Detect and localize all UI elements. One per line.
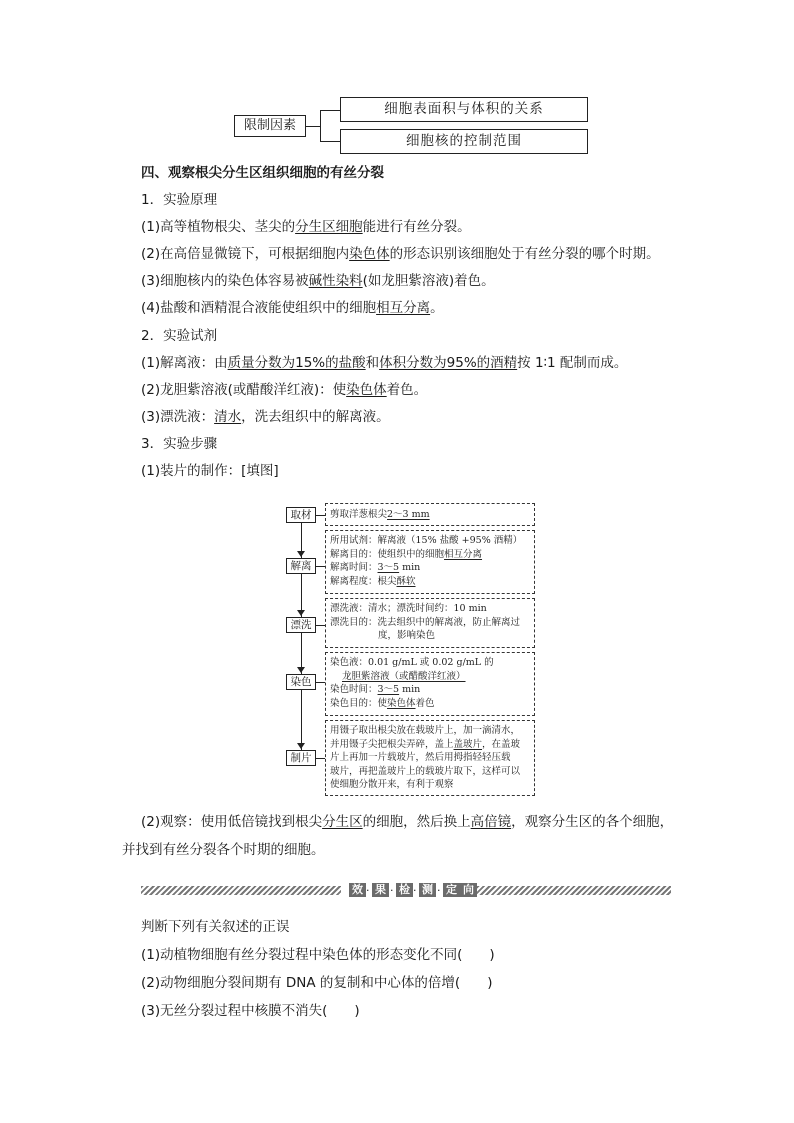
detail-line: 漂洗液：清水；漂洗时间约：10 min — [330, 603, 487, 614]
text: 染色目的：使 — [330, 697, 388, 709]
fill-answer: 染色体 — [346, 382, 387, 398]
fill-answer: 相互分离 — [444, 548, 483, 560]
text: 着色 — [415, 697, 435, 709]
detail-line: 所用试剂：解离液（15% 盐酸 +95% 酒精） — [330, 535, 523, 546]
text: 解离时间： — [330, 562, 378, 573]
quiz-item-3: (3)无丝分裂过程中核膜不消失( ) — [141, 1003, 360, 1019]
text: (4)盐酸和酒精混合液能使组织中的细胞 — [141, 300, 377, 316]
sub1-line-1 — [141, 217, 471, 237]
text: min — [399, 562, 421, 573]
banner-badge: 向 — [460, 883, 477, 897]
text: min — [399, 684, 421, 695]
arrow-down-icon — [297, 610, 305, 616]
sub1-line-3 — [141, 271, 495, 291]
sub3-line-1: (1)装片的制作：[填图] — [141, 463, 279, 479]
text: (3)漂洗液： — [141, 409, 215, 425]
sub1-line-2 — [141, 244, 660, 264]
flow-connector — [316, 682, 325, 683]
detail-line: 漂洗目的：洗去组织中的解离液，防止解离过 — [330, 616, 521, 628]
fill-answer: 酥软 — [396, 575, 416, 587]
fill-answer: 清水 — [214, 409, 242, 425]
text: 按 1∶1 配制而成。 — [517, 355, 628, 371]
quiz-item-2: (2)动物细胞分裂间期有 DNA 的复制和中心体的倍增( ) — [141, 975, 493, 991]
detail-line: 玻片，再把盖玻片上的载玻片取下，这样可以 — [330, 765, 521, 777]
text: 的形态识别该细胞处于有丝分裂的哪个时期。 — [389, 246, 660, 262]
fill-answer: 盖玻片 — [453, 738, 483, 750]
text: 解离目的：使组织中的细胞 — [330, 548, 445, 560]
flow-connector — [316, 625, 325, 626]
detail-ranse — [325, 652, 535, 716]
fill-answer: 分生区 — [322, 814, 363, 830]
text: 。 — [430, 300, 444, 316]
fill-answer: 龙胆紫溶液（或醋酸洋红液） — [342, 670, 466, 682]
banner-dot: · — [390, 884, 394, 897]
fill-answer: 碱性染料 — [308, 273, 363, 289]
flow-connector — [316, 515, 325, 516]
banner-badge: 效 — [349, 883, 366, 897]
limits-label-box — [234, 115, 306, 137]
step-zhipian: 制片 — [286, 750, 316, 766]
limits-item-1: 细胞表面积与体积的关系 — [384, 101, 544, 117]
step-jieli: 解离 — [286, 558, 316, 574]
banner-badge: 检 — [396, 883, 413, 897]
banner-stripe-left — [141, 886, 341, 895]
sub3-title: 3．实验步骤 — [141, 436, 218, 452]
detail-line — [330, 561, 534, 575]
text: (3)细胞核内的染色体容易被 — [141, 273, 309, 289]
step-ranse: 染色 — [286, 674, 316, 690]
text: (2)在高倍显微镜下，可根据细胞内 — [141, 246, 350, 262]
text: ，洗去组织中的解离液。 — [241, 409, 390, 425]
step-piaoxi: 漂洗 — [286, 617, 316, 633]
limits-connector-v — [320, 110, 321, 142]
fill-answer: 染色体 — [387, 697, 416, 709]
banner-dot: · — [366, 884, 370, 897]
limits-item-2: 细胞核的控制范围 — [406, 133, 522, 149]
detail-quchai — [325, 503, 535, 526]
limits-connector-h — [306, 126, 320, 127]
text: (2)观察：使用低倍镜找到根尖 — [141, 814, 323, 830]
fill-answer: 染色体 — [349, 246, 390, 262]
limits-arrow-1 — [320, 110, 340, 111]
detail-zhipian — [325, 720, 535, 796]
section-title: 四、观察根尖分生区组织细胞的有丝分裂 — [141, 165, 384, 181]
banner-badge: 果 — [372, 883, 389, 897]
limits-label: 限制因素 — [243, 118, 296, 133]
detail-line — [330, 697, 534, 711]
limits-arrow-2 — [320, 141, 340, 142]
detail-line — [330, 508, 534, 522]
detail-line: 用镊子取出根尖放在载玻片上，加一滴清水， — [330, 725, 521, 736]
detail-line: 染色液：0.01 g/mL 或 0.02 g/mL 的 — [330, 657, 494, 668]
fill-answer: 分生区细胞 — [295, 219, 363, 235]
text: (1)解离液：由 — [141, 355, 228, 371]
detail-line: 使细胞分散开来，有利于观察 — [330, 779, 454, 790]
arrow-down-icon — [297, 667, 305, 673]
text: 的细胞，然后换上 — [362, 814, 471, 830]
text: (2)龙胆紫溶液(或醋酸洋红液)：使 — [141, 382, 347, 398]
sub2-title: 2．实验试剂 — [141, 328, 218, 344]
sub2-line-2 — [141, 380, 427, 400]
detail-line — [330, 575, 534, 589]
text: 剪取洋葱根尖 — [330, 509, 388, 520]
flow-connector — [316, 566, 325, 567]
banner-stripe-right — [477, 886, 671, 895]
detail-line — [330, 738, 534, 752]
quiz-intro: 判断下列有关叙述的正误 — [141, 919, 290, 935]
observe-line-1 — [141, 812, 673, 832]
text: 着色。 — [386, 382, 428, 398]
sub1-title: 1．实验原理 — [141, 192, 218, 208]
detail-jieli — [325, 530, 535, 594]
detail-line: 度，影响染色 — [378, 630, 436, 641]
flow-connector — [316, 758, 325, 759]
banner-dot: · — [437, 884, 441, 897]
text: ，观察分生区的各个细胞， — [511, 814, 674, 830]
text: 能进行有丝分裂。 — [362, 219, 471, 235]
text: 解离程度：根尖 — [330, 575, 397, 587]
limits-item-1-box — [340, 97, 588, 122]
banner-badge: 测 — [419, 883, 436, 897]
detail-piaoxi — [325, 598, 535, 648]
fill-answer: 2～3 mm — [387, 509, 430, 520]
text: 和 — [365, 355, 380, 371]
text: (如龙胆紫溶液)着色。 — [362, 273, 495, 289]
banner-dot: · — [413, 884, 417, 897]
sub2-line-3 — [141, 407, 390, 427]
limits-item-2-box — [340, 129, 588, 154]
fill-answer: 质量分数为15%的盐酸 — [227, 355, 366, 371]
sub2-line-1 — [141, 353, 627, 373]
banner-badge: 定 — [443, 883, 460, 897]
observe-line-2: 并找到有丝分裂各个时期的细胞。 — [122, 842, 325, 858]
fill-answer: 体积分数为95%的酒精 — [379, 355, 518, 371]
text: 并用镊子尖把根尖弄碎，盖上 — [330, 738, 454, 750]
arrow-down-icon — [297, 551, 305, 557]
fill-answer: 相互分离 — [376, 300, 431, 316]
text: (1)高等植物根尖、茎尖的 — [141, 219, 296, 235]
detail-line — [330, 683, 534, 697]
fill-answer: 3～5 — [377, 684, 400, 695]
fill-answer: 高倍镜 — [470, 814, 512, 830]
arrow-down-icon — [297, 743, 305, 749]
detail-line — [330, 548, 534, 562]
text: ，在盖玻 — [482, 738, 521, 750]
sub1-line-4 — [141, 298, 444, 318]
step-quchai: 取材 — [286, 507, 316, 523]
fill-answer: 3～5 — [377, 562, 400, 573]
quiz-item-1: (1)动植物细胞有丝分裂过程中染色体的形态变化不同( ) — [141, 947, 495, 963]
text: 染色时间： — [330, 684, 378, 695]
detail-line: 片上再加一片载玻片，然后用拇指轻轻压载 — [330, 752, 511, 763]
